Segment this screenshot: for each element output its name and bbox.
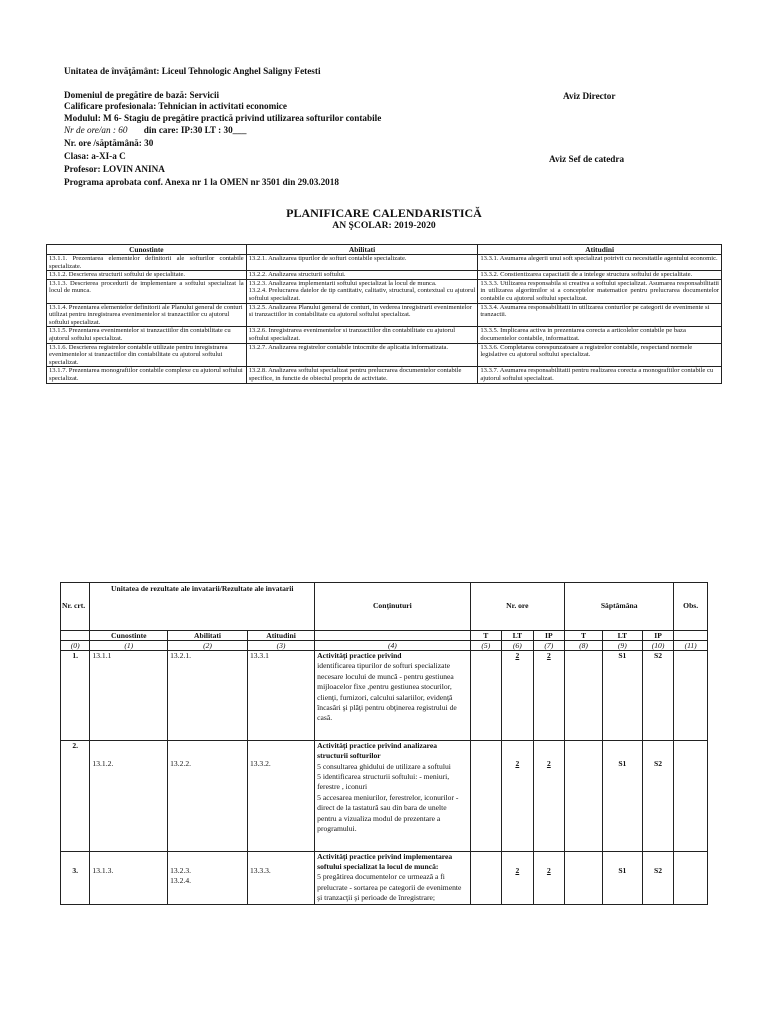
cell-atitudini: 13.3.3. Utilizarea responsabila si creativa a softului specializat. Asumarea responsabilitatii in utilizarea algoritmilor si a conceptelor matematice pentru prelucrarea documentelor contabile cu ajutorul softului specializat. xyxy=(478,279,722,303)
cell-abilitati: 13.2.2. xyxy=(168,740,248,851)
table-row xyxy=(61,651,708,741)
header-contents: Conţinuturi xyxy=(315,583,470,631)
week-t xyxy=(565,740,603,851)
cell-cunostinte: 13.1.1. Prezentarea elementelor definitorii ale softurilor contabile specializate. xyxy=(47,255,247,271)
cell-abilitati: 13.2.6. Inregistrarea evenimentelor si tranzactiilor din contabilitate cu ajutorul softului specializat. xyxy=(246,327,478,343)
cell-cunostinte: 13.1.6. Descrierea registrelor contabile utilizate pentru inregistrarea evenimentelor si tranzactiilor din contabilitate cu ajutorul softului specializat. xyxy=(47,343,247,367)
col-index: (1) xyxy=(90,641,168,651)
subheader-empty xyxy=(674,631,708,641)
cell-atitudini: 13.3.2. xyxy=(247,740,314,851)
header-hours: Nr. ore xyxy=(470,583,565,631)
cell-abilitati: 13.2.2. Analizarea structurii softului. xyxy=(246,271,478,280)
table-row xyxy=(47,327,722,343)
week-t xyxy=(565,851,603,904)
hours-per-week: Nr. ore /săptămână: 30 xyxy=(64,138,154,148)
table-row xyxy=(47,255,722,271)
week-lt: S1 xyxy=(602,651,642,741)
head-of-department-approval: Aviz Sef de catedra xyxy=(549,154,625,164)
col-index: (8) xyxy=(565,641,603,651)
hours-t xyxy=(470,740,502,851)
col-index: (7) xyxy=(533,641,565,651)
col-index: (11) xyxy=(674,641,708,651)
hours-line xyxy=(64,125,246,136)
director-approval: Aviz Director xyxy=(563,91,616,101)
week-t xyxy=(565,651,603,741)
hours-per-year: Nr de ore/an : 60 xyxy=(64,125,128,135)
header-abilitati: Abilitati xyxy=(246,245,478,255)
header-week: Săptămâna xyxy=(565,583,674,631)
cell-abilitati: 13.2.3. 13.2.4. xyxy=(168,851,248,904)
cell-abilitati: 13.2.1. xyxy=(168,651,248,741)
table-row xyxy=(47,303,722,327)
module-line: Modulul: M 6- Stagiu de pregătire practică privind utilizarea softurilor contabile xyxy=(64,113,382,123)
subheader-empty xyxy=(61,631,90,641)
subheader-atitudini: Atitudini xyxy=(247,631,314,641)
cell-cunostinte: 13.1.7. Prezentarea monografiilor contabile complexe cu ajutorul softului specializat. xyxy=(47,367,247,383)
cell-abilitati: 13.2.8. Analizarea softului specializat pentru prelucrarea documentelor contabile specifice, in functie de obiectul propriu de activitate. xyxy=(246,367,478,383)
hours-breakdown: din care: IP:30 LT : 30___ xyxy=(143,125,247,135)
cell-atitudini: 13.3.4. Asumarea responsabilitatii in utilizarea conturilor pe categorii de evenimente si tranzactii. xyxy=(478,303,722,327)
cell-abilitati: 13.2.1. Analizarea tipurilor de softuri contabile specializate. xyxy=(246,255,478,271)
hours-lt: 2 xyxy=(502,851,534,904)
cell-cunostinte: 13.1.3. Descrierea procedurii de implementare a softului specializat la locul de munca. xyxy=(47,279,247,303)
cell-atitudini: 13.3.1. Asumarea alegerii unui soft specializat potrivit cu necesitatile agentului economic. xyxy=(478,255,722,271)
school-unit: Unitatea de învăţământ: Liceul Tehnologic Anghel Saligny Fetesti xyxy=(64,66,321,76)
activity-title: Activităţi practice privind analizarea structurii softurilor xyxy=(317,740,438,761)
hours-ip: 2 xyxy=(533,851,565,904)
col-index: (10) xyxy=(642,641,674,651)
week-ip: S2 xyxy=(642,651,674,741)
cell-contents xyxy=(315,851,470,904)
competences-header-row xyxy=(47,245,722,255)
obs xyxy=(674,851,708,904)
cell-atitudini: 13.3.5. Implicarea activa in prezentarea corecta a articolelor contabile pe baza documentelor contabile, informatizat. xyxy=(478,327,722,343)
table-row xyxy=(47,271,722,280)
col-index: (5) xyxy=(470,641,502,651)
activity-description: 5 consultarea ghidului de utilizare a softului 5 identificarea structurii softului: - meniuri, ferestre , iconuri 5 accesarea meniurilor, ferestrelor, iconurilor - direct de la tastatură sau din bara de unelte pentru a vizualiza modul de prezentare a programului. xyxy=(317,761,459,834)
col-index: (9) xyxy=(602,641,642,651)
table-row xyxy=(47,343,722,367)
planning-subheader-row xyxy=(61,631,708,641)
activity-description: 5 pregătirea documentelor ce urmează a fi prelucrate - sortarea pe categorii de evenimente şi tranzacţii şi perioade de înregistrare; xyxy=(317,872,462,903)
row-number: 2. xyxy=(61,740,90,851)
subheader-week-t: T xyxy=(565,631,603,641)
cell-atitudini: 13.3.1 xyxy=(247,651,314,741)
domain-line: Domeniul de pregătire de bază: Servicii xyxy=(64,90,220,100)
week-lt: S1 xyxy=(602,740,642,851)
planning-table xyxy=(60,582,708,905)
hours-ip: 2 xyxy=(533,651,565,741)
header-cunostinte: Cunostinte xyxy=(47,245,247,255)
obs xyxy=(674,651,708,741)
cell-atitudini: 13.3.3. xyxy=(247,851,314,904)
header-atitudini: Atitudini xyxy=(478,245,722,255)
subheader-hours-ip: IP xyxy=(533,631,565,641)
cell-atitudini: 13.3.6. Completarea corespunzatoare a registrelor contabile, respectand normele legislative cu ajutorul softului specializat. xyxy=(478,343,722,367)
activity-description: identificarea tipurilor de softuri specializate necesare locului de muncă - pentru gestiunea mijloacelor fixe ,pentru gestiunea stocurilor, clienţi, furnizori, calcului salariilor, evidenţă încasări şi plăţi pentru obţinerea registrului de casă. xyxy=(317,661,457,723)
header-learning-units: Unitatea de rezultate ale invatarii/Rezultate ale invatarii xyxy=(90,583,315,631)
cell-atitudini: 13.3.7. Asumarea responsabilitatii pentru realizarea corecta a monografiilor contabile cu ajutorul softului specializat. xyxy=(478,367,722,383)
activity-title: Activităţi practice privind implementarea softului specializat la locul de muncă: xyxy=(317,851,453,871)
cell-contents xyxy=(315,740,470,851)
week-ip: S2 xyxy=(642,851,674,904)
subheader-week-ip: IP xyxy=(642,631,674,641)
class-line: Clasa: a-XI-a C xyxy=(64,151,126,161)
col-index: (3) xyxy=(247,641,314,651)
subheader-cunostinte: Cunostinte xyxy=(90,631,168,641)
table-row xyxy=(47,367,722,383)
hours-lt: 2 xyxy=(502,651,534,741)
cell-atitudini: 13.3.2. Constientizarea capacitatii de a intelege structura softului de specialitate. xyxy=(478,271,722,280)
header-nr-crt: Nr. crt. xyxy=(61,583,90,631)
curriculum-line: Programa aprobata conf. Anexa nr 1 la OMEN nr 3501 din 29.03.2018 xyxy=(64,177,339,187)
cell-abilitati: 13.2.3. Analizarea implementarii softului specializat la locul de munca. 13.2.4. Prelucrarea datelor de tip cantitativ, calitativ, structural, contextual cu ajutorul softului specializat. xyxy=(246,279,478,303)
page-title: PLANIFICARE CALENDARISTICĂ xyxy=(286,206,482,220)
teacher-line: Profesor: LOVIN ANINA xyxy=(64,164,165,174)
cell-cunostinte: 13.1.3. xyxy=(90,851,168,904)
cell-cunostinte: 13.1.4. Prezentarea elementelor definitorii ale Planului general de conturi utilizat pentru inregistrarea evenimentelor si tranzactiilor cu ajutorul softului specializat. xyxy=(47,303,247,327)
school-year: AN ŞCOLAR: 2019-2020 xyxy=(332,220,436,231)
cell-abilitati: 13.2.5. Analizarea Planului general de conturi, in vederea inregistrarii evenimentelor si tranzactiilor in contabilitate cu ajutorul softului specializat. xyxy=(246,303,478,327)
week-ip: S2 xyxy=(642,740,674,851)
subheader-abilitati: Abilitati xyxy=(168,631,248,641)
activity-title: Activităţi practice privind xyxy=(317,651,402,660)
table-row xyxy=(47,279,722,303)
hours-ip: 2 xyxy=(533,740,565,851)
column-index-row xyxy=(61,641,708,651)
cell-contents xyxy=(315,651,470,741)
subheader-hours-t: T xyxy=(470,631,502,641)
row-number: 1. xyxy=(61,651,90,741)
hours-t xyxy=(470,651,502,741)
table-row xyxy=(61,851,708,904)
subheader-week-lt: LT xyxy=(602,631,642,641)
col-index: (6) xyxy=(502,641,534,651)
subheader-empty xyxy=(315,631,470,641)
competences-table xyxy=(46,244,722,384)
subheader-hours-lt: LT xyxy=(502,631,534,641)
cell-cunostinte: 13.1.2. Descrierea structurii softului de specialitate. xyxy=(47,271,247,280)
hours-t xyxy=(470,851,502,904)
hours-lt: 2 xyxy=(502,740,534,851)
cell-abilitati: 13.2.7. Analizarea registrelor contabile intocmite de aplicatia informatizata. xyxy=(246,343,478,367)
row-number: 3. xyxy=(61,851,90,904)
week-lt: S1 xyxy=(602,851,642,904)
obs xyxy=(674,740,708,851)
cell-cunostinte: 13.1.2. xyxy=(90,740,168,851)
cell-cunostinte: 13.1.5. Prezentarea evenimentelor si tranzactiilor din contabilitate cu ajutorul softului specializat. xyxy=(47,327,247,343)
col-index: (2) xyxy=(168,641,248,651)
cell-cunostinte: 13.1.1 xyxy=(90,651,168,741)
planning-header-row xyxy=(61,583,708,631)
qualification-line: Calificare profesionala: Tehnician in activitati economice xyxy=(64,101,287,111)
col-index: (4) xyxy=(315,641,470,651)
header-obs: Obs. xyxy=(674,583,708,631)
table-row xyxy=(61,740,708,851)
col-index: (0) xyxy=(61,641,90,651)
